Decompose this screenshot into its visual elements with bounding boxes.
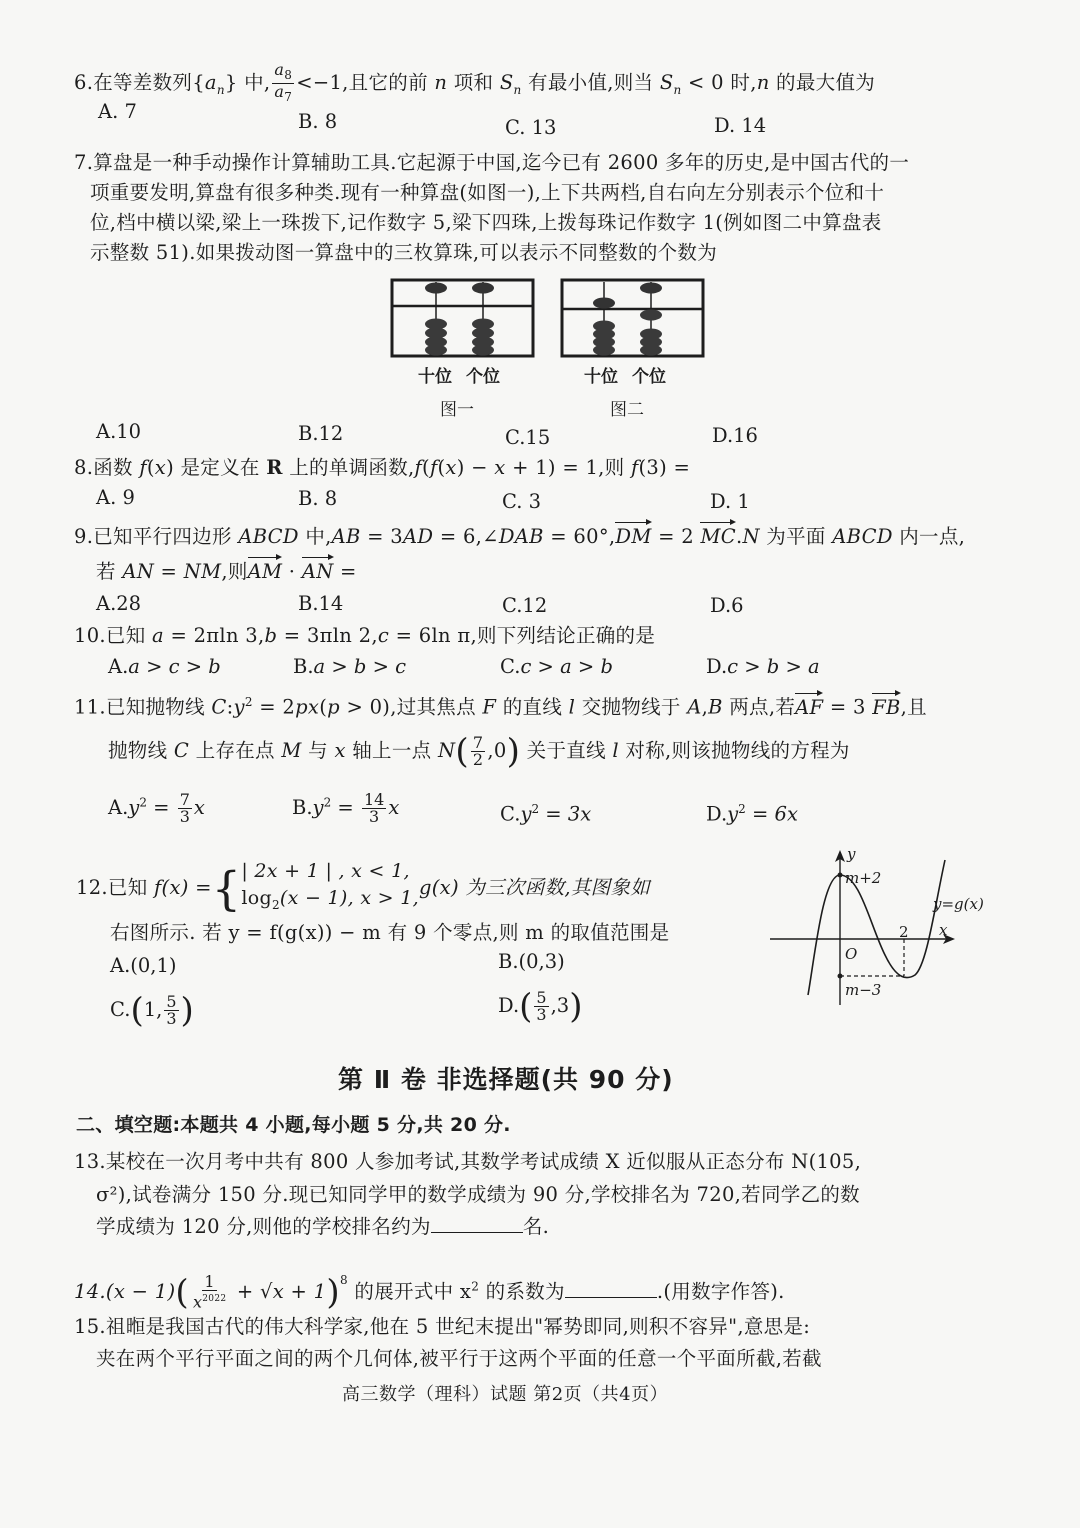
y-axis-label: y (847, 845, 856, 863)
question-13-line-1: 13.某校在一次月考中共有 800 人参加考试,其数学考试成绩 X 近似服从正态分布 N(105, (74, 1150, 862, 1173)
figure-2-caption: 图二 (610, 400, 644, 420)
question-11-stem-line-1: 11.已知抛物线 $C:y^2 = 2px(p > 0)$,过其焦点 F 的直线 l 交抛物线于 A,B 两点,若AF = 3 FB,且 (74, 695, 927, 719)
question-11-option-c: $C.y^2 = 3x$ (500, 802, 592, 826)
x-tick-label: 2 (899, 923, 909, 941)
question-13-line-3: 学成绩为 120 分,则他的学校排名约为 名. (96, 1215, 550, 1238)
origin-label: O (845, 945, 858, 963)
question-10-option-a: A.a > c > b (108, 655, 221, 678)
question-13-answer-blank (431, 1214, 523, 1233)
question-15-line-2: 夹在两个平行平面之间的两个几何体,被平行于这两个平面的任意一个平面所截,若截 (96, 1347, 822, 1370)
question-11-option-a: $A.y^2$ = $\frac{7}{3}$ x (108, 790, 205, 826)
question-8-option-b: B. 8 (298, 487, 338, 510)
question-12-stem-line-2: 右图所示. 若 y = f(g(x)) − m 有 9 个零点,则 m 的取值范围是 (110, 921, 670, 944)
question-12-option-a: A.(0,1) (110, 954, 177, 977)
cubic-function-graph (765, 845, 995, 1035)
fill-in-section-heading: 二、填空题:本题共 4 小题,每小题 5 分,共 20 分. (76, 1114, 511, 1136)
curve-label: y=g(x) (933, 895, 984, 913)
page-footer: 高三数学（理科）试题 第2页（共4页） (342, 1384, 669, 1405)
question-8-option-d: D. 1 (710, 490, 750, 513)
question-11-stem-line-2: 抛物线 C 上存在点 M 与 x 轴上一点 N( $\frac{7}{2}$ ,0) 关于直线 l 对称,则该抛物线的方程为 (108, 731, 850, 772)
question-14-stem: 14.(x − 1)( $\frac{1}{x^{2022}}$ + √x + 1)$^8$ 的展开式中 $x^2$ 的系数为 .(用数字作答). (74, 1272, 785, 1313)
min-value-label: m−3 (845, 981, 882, 999)
question-7-option-b: B.12 (298, 422, 344, 445)
question-11-option-b: $B.y^2$ = $\frac{14}{3}$ x (292, 790, 400, 826)
x-axis-label: x (939, 921, 948, 939)
abacus-1-ones-label: 个位 (466, 367, 500, 387)
question-9-stem-line-2: 若 AN = NM,则AM · AN = (96, 560, 357, 583)
question-7-option-c: C.15 (505, 426, 551, 449)
question-9-option-b: B.14 (298, 592, 344, 615)
abacus-2-ones-label: 个位 (632, 367, 666, 387)
question-6-option-a: A. 7 (98, 100, 137, 123)
question-8-option-a: A. 9 (96, 486, 135, 509)
question-7-stem-line-4: 示整数 51).如果拨动图一算盘中的三枚算珠,可以表示不同整数的个数为 (90, 241, 718, 264)
max-value-label: m+2 (845, 869, 882, 887)
question-12-option-b: B.(0,3) (498, 950, 565, 973)
abacus-1-drawing (390, 278, 535, 358)
abacus-1-tens-label: 十位 (418, 367, 452, 387)
question-9-stem-line-1: 9.已知平行四边形 ABCD 中,AB = 3AD = 6,∠DAB = 60°,DM = 2 MC.N 为平面 ABCD 内一点, (74, 525, 966, 548)
question-12-option-c: C.(1, $\frac{5}{3}$ ) (110, 990, 194, 1031)
abacus-figure-1 (390, 278, 535, 362)
question-7-option-a: A.10 (96, 420, 142, 443)
question-12-option-d: D.( $\frac{5}{3}$ ,3) (498, 986, 583, 1027)
question-9-option-d: D.6 (710, 594, 744, 617)
question-7-stem-line-1: 7.算盘是一种手动操作计算辅助工具.它起源于中国,迄今已有 2600 多年的历史,是中国古代的一 (74, 151, 910, 174)
question-9-option-c: C.12 (502, 594, 548, 617)
question-6-option-d: D. 14 (714, 114, 767, 137)
question-14-answer-blank (565, 1279, 657, 1298)
figure-1-caption: 图一 (440, 400, 474, 420)
question-8-option-c: C. 3 (502, 490, 542, 513)
question-6-option-b: B. 8 (298, 110, 338, 133)
abacus-2-tens-label: 十位 (584, 367, 618, 387)
question-6-option-c: C. 13 (505, 116, 557, 139)
part-2-title: 第 Ⅱ 卷 非选择题(共 90 分) (338, 1065, 674, 1094)
question-6-stem: 6.在等差数列$\{a_n\}$ 中, $\frac{a_8}{a_7}$ <−1,且它的前 n 项和 $S_n$ 有最小值,则当 $S_n < 0$ 时,n 的最大值为 (74, 60, 876, 105)
abacus-2-drawing (560, 278, 705, 358)
question-10-option-c: C.c > a > b (500, 655, 613, 678)
question-9-option-a: A.28 (96, 592, 142, 615)
question-7-stem-line-2: 项重要发明,算盘有很多种类.现有一种算盘(如图一),上下共两档,自右向左分别表示个位和十 (90, 181, 885, 204)
question-8-stem: 8.函数 f(x) 是定义在 R 上的单调函数,f(f(x) − x + 1) = 1,则 f(3) = (74, 456, 691, 479)
question-7-stem-line-3: 位,档中横以梁,梁上一珠拨下,记作数字 5,梁下四珠,上拨每珠记作数字 1(例如图二中算盘表 (90, 211, 882, 234)
question-12-stem-line-1: 12.已知 f(x) ={ | 2x + 1 | , x < 1, $\log_2(x - 1)$, x > 1, g(x) 为三次函数,其图象如 (76, 860, 651, 916)
question-13-line-2: σ²),试卷满分 150 分.现已知同学甲的数学成绩为 90 分,学校排名为 720,若同学乙的数 (96, 1183, 860, 1206)
question-10-option-d: D.c > b > a (706, 655, 820, 678)
question-11-option-d: $D.y^2 = 6x$ (706, 802, 798, 826)
question-15-line-1: 15.祖暅是我国古代的伟大科学家,他在 5 世纪末提出"幂势即同,则积不容异",意思是: (74, 1315, 811, 1338)
question-7-option-d: D.16 (712, 424, 758, 447)
abacus-figure-2 (560, 278, 705, 362)
question-10-option-b: B.a > b > c (293, 655, 407, 678)
question-10-stem: 10.已知 a = 2πln 3,b = 3πln 2,c = 6ln π,则下列结论正确的是 (74, 624, 656, 647)
